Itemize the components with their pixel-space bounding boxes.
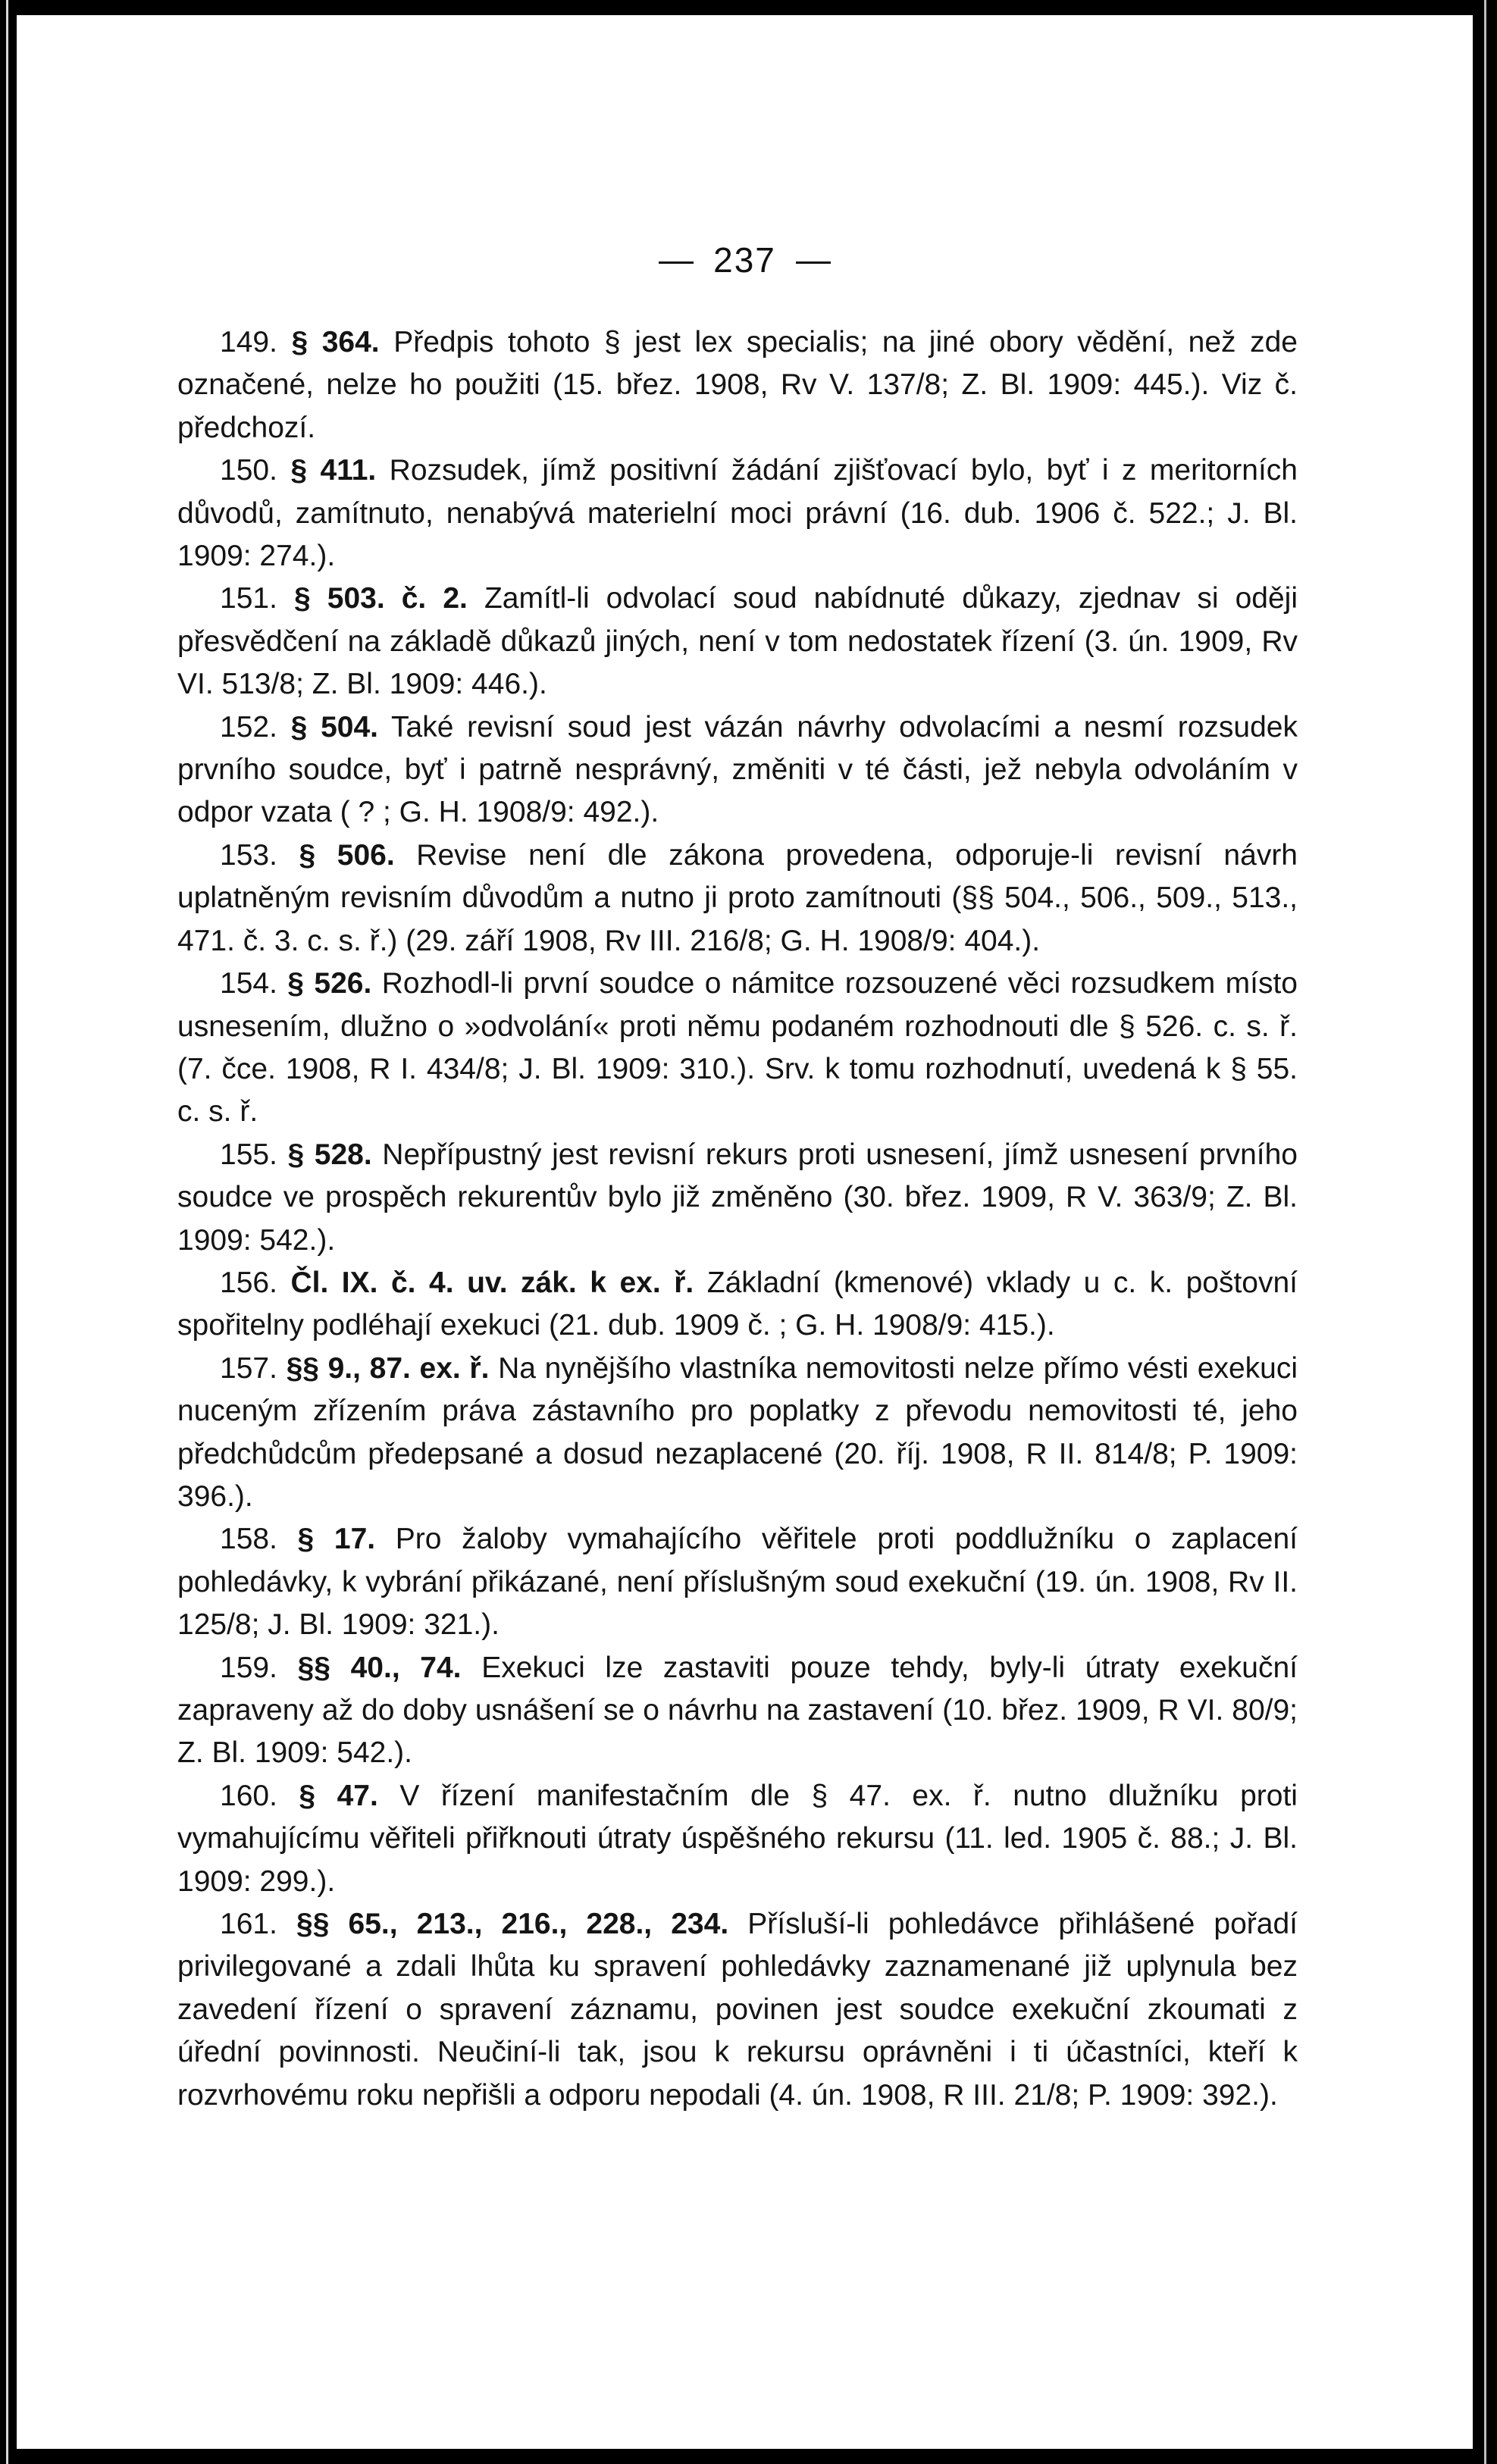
scan-border-left xyxy=(0,0,17,2464)
entry-reference: § 528. xyxy=(287,1138,372,1171)
document-page xyxy=(17,15,1473,2449)
entry-text: Nepřípustný jest revisní rekurs proti usnesení, jímž usnesení prvního soudce ve prospěch rekurentův bylo již změněno (30. břez. 1909, R V. 363/9; Z. Bl. 1909: 542.). xyxy=(177,1138,1298,1257)
entry-reference: § 506. xyxy=(299,838,395,872)
entry-155 xyxy=(177,1134,1298,1262)
entry-153 xyxy=(177,834,1298,963)
entry-154 xyxy=(177,963,1298,1134)
entry-reference: § 47. xyxy=(299,1779,378,1812)
entry-text: Rozsudek, jímž positivní žádání zjišťovací bylo, byť i z meritorních důvodů, zamítnuto, nenabývá materielní moci právní (16. dub. 1906 č. 522.; J. Bl. 1909: 274.). xyxy=(177,454,1298,573)
entry-text: Také revisní soud jest vázán návrhy odvolacími a nesmí rozsudek prvního soudce, byť i patrně nesprávný, změniti v té části, jež nebyla odvoláním v odpor vzata ( ? ; G. H. 1908/9: 492.). xyxy=(177,710,1298,829)
entry-158 xyxy=(177,1518,1298,1646)
entry-reference: § 17. xyxy=(297,1523,376,1556)
entry-reference: § 503. č. 2. xyxy=(293,582,468,615)
scan-edge-line-right xyxy=(1484,0,1486,2464)
page-number-dash-right xyxy=(796,261,831,264)
entry-number: 158. xyxy=(220,1523,277,1556)
entry-149 xyxy=(177,321,1298,449)
entry-text: Zamítl-li odvolací soud nabídnuté důkazy, zjednav si oději přesvědčení na základě důkazů jiných, není v tom nedostatek řízení (3. ún. 1909, Rv VI. 513/8; Z. Bl. 1909: 446.). xyxy=(177,582,1298,701)
entry-number: 151. xyxy=(220,582,277,615)
entry-number: 159. xyxy=(220,1651,277,1684)
entry-text: Exekuci lze zastaviti pouze tehdy, byly-li útraty exekuční zapraveny až do doby usnášení se o návrhu na zastavení (10. břez. 1909, R VI. 80/9; Z. Bl. 1909: 542.). xyxy=(177,1651,1298,1770)
entry-156 xyxy=(177,1262,1298,1348)
entry-number: 156. xyxy=(220,1266,277,1299)
entry-reference: §§ 40., 74. xyxy=(297,1651,462,1684)
entry-160 xyxy=(177,1775,1298,1903)
entry-reference: §§ 65., 213., 216., 228., 234. xyxy=(296,1908,729,1941)
entry-number: 154. xyxy=(220,967,277,1000)
entry-150 xyxy=(177,449,1298,578)
entry-reference: §§ 9., 87. ex. ř. xyxy=(286,1351,490,1385)
entry-text: Rozhodl-li první soudce o námitce rozsouzené věci rozsudkem místo usnesením, dlužno o »odvolání« proti němu podaném rozhodnouti dle § 526. c. s. ř. (7. čce. 1908, R I. 434/8; J. Bl. 1909: 310.). Srv. k tomu rozhodnutí, uvedená k § 55. c. s. ř. xyxy=(177,967,1298,1129)
entry-number: 157. xyxy=(220,1351,277,1385)
entry-text: Předpis tohoto § jest lex specialis; na jiné obory vědění, než zde označené, nelze ho použiti (15. břez. 1908, Rv V. 137/8; Z. Bl. 1909: 445.). Viz č. předchozí. xyxy=(177,326,1298,444)
entry-reference: § 504. xyxy=(290,710,378,744)
entry-text: Přísluší-li pohledávce přihlášené pořadí privilegované a zdali lhůta ku spravení pohledávky zaznamenané již uplynula bez zavedení řízení o spravení záznamu, povinen jest soudce exekuční zkoumati z úřední povinnosti. Neučiní-li tak, jsou k rekursu oprávněni i ti účastníci, kteří k rozvrhovému roku nepřišli a odporu nepodali (4. ún. 1908, R III. 21/8; P. 1909: 392.). xyxy=(177,1908,1298,2112)
page-number-dash-left xyxy=(659,261,694,264)
entry-number: 150. xyxy=(220,454,277,487)
entry-text: V řízení manifestačním dle § 47. ex. ř. nutno dlužníku proti vymahujícímu věřiteli přiřknouti útraty úspěšného rekursu (11. led. 1905 č. 88.; J. Bl. 1909: 299.). xyxy=(177,1779,1298,1898)
scan-border-right xyxy=(1473,0,1497,2464)
entry-reference: § 364. xyxy=(291,326,380,358)
entry-reference: § 526. xyxy=(287,967,372,1000)
entry-number: 155. xyxy=(220,1138,277,1171)
entry-number: 153. xyxy=(220,838,277,872)
page-number-value: 237 xyxy=(713,240,776,280)
entry-reference: § 411. xyxy=(290,454,377,487)
entry-number: 160. xyxy=(220,1779,277,1812)
entry-151 xyxy=(177,578,1298,706)
entry-list xyxy=(177,321,1298,2117)
entry-text: Základní (kmenové) vklady u c. k. poštovní spořitelny podléhají exekuci (21. dub. 1909 č. ; G. H. 1908/9: 415.). xyxy=(177,1266,1298,1342)
entry-number: 152. xyxy=(220,710,277,744)
entry-157 xyxy=(177,1348,1298,1519)
entry-number: 149. xyxy=(220,326,277,358)
entry-text: Pro žaloby vymahajícího věřitele proti poddlužníku o zaplacení pohledávky, k vybrání přikázané, není příslušným soud exekuční (19. ún. 1908, Rv II. 125/8; J. Bl. 1909: 321.). xyxy=(177,1523,1298,1642)
page-number xyxy=(17,240,1473,280)
entry-number: 161. xyxy=(220,1908,277,1941)
entry-161 xyxy=(177,1903,1298,2117)
entry-152 xyxy=(177,706,1298,834)
scan-edge-line-left xyxy=(6,0,8,2464)
entry-159 xyxy=(177,1647,1298,1775)
entry-text: Na nynějšího vlastníka nemovitosti nelze přímo vésti exekuci nuceným zřízením práva zástavního pro poplatky z převodu nemovitosti té, jeho předchůdcům předepsané a dosud nezaplacené (20. říj. 1908, R II. 814/8; P. 1909: 396.). xyxy=(177,1351,1298,1513)
entry-text: Revise není dle zákona provedena, odporuje-li revisní návrh uplatněným revisním důvodům a nutno ji proto zamítnouti (§§ 504., 506., 509., 513., 471. č. 3. c. s. ř.) (29. září 1908, Rv III. 216/8; G. H. 1908/9: 404.). xyxy=(177,838,1298,957)
entry-reference: Čl. IX. č. 4. uv. zák. k ex. ř. xyxy=(290,1266,694,1299)
